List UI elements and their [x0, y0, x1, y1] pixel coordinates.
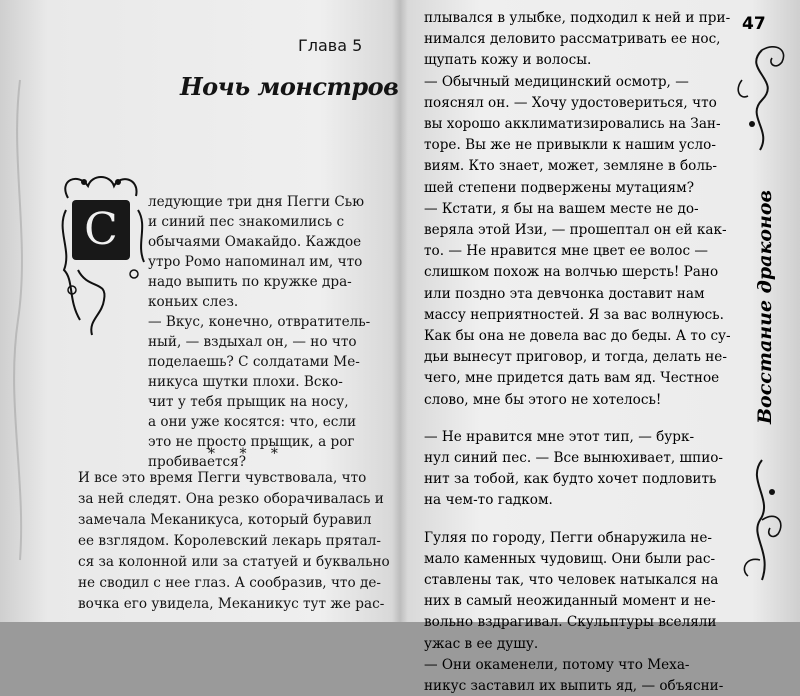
text-line: а они уже косятся: что, если — [148, 414, 357, 430]
left-page — [0, 0, 400, 622]
text-line: нимался деловито рассматривать ее нос, — [424, 31, 721, 48]
text-line: замечала Меканикуса, который буравил — [78, 512, 372, 528]
text-line: мало каменных чудовищ. Они были рас- — [424, 550, 716, 567]
text-line: ужас в ее душу. — [424, 635, 539, 652]
text-line: не сводил с нее глаз. А сообразив, что де- — [78, 575, 381, 591]
text-line: Как бы она не довела вас до беды. А то су- — [424, 328, 731, 344]
text-line: — Не нравится мне этот тип, — бурк- — [424, 428, 695, 445]
text-line: И все это время Пегги чувствовала, что — [78, 470, 367, 486]
text-line: за ней следят. Она резко оборачивалась и — [78, 491, 384, 507]
running-head: Восстание драконов — [754, 190, 776, 424]
text-line: поделаешь? С солдатами Ме- — [148, 354, 360, 370]
text-line: слишком похож на волчью шерсть! Рано — [424, 264, 719, 281]
text-line: шей степени подвержены мутациям? — [424, 179, 694, 196]
text-line: пояснял он. — Хочу удостовериться, что — [424, 94, 717, 111]
scene-break: * * * — [208, 446, 288, 462]
text-line: вольно вздрагивал. Скульптуры вселяли — [424, 614, 717, 631]
text-line: вочка его увидела, Меканикус тут же рас- — [78, 596, 385, 612]
text-line: ставлены так, что человек натыкался на — [424, 572, 719, 588]
text-line: или поздно эта девчонка доставит нам — [424, 285, 705, 302]
text-line: на чем-то гадком. — [424, 492, 553, 509]
text-line: коньих слез. — [148, 294, 239, 310]
text-line: нит за тобой, как будто хочет подловить — [424, 471, 717, 488]
text-line: — Обычный медицинский осмотр, — — [424, 73, 689, 90]
drop-cap-letter: С — [84, 204, 118, 255]
text-line: массу неприятностей. Я за вас волнуюсь. — [424, 306, 724, 323]
drop-cap — [58, 170, 148, 340]
text-line: чего, мне придется дать вам яд. Честное — [424, 370, 720, 387]
text-line: утро Ромо напоминал им, что — [148, 254, 363, 270]
text-line: чит у тебя прыщик на носу, — [148, 394, 349, 410]
text-line: ее взглядом. Королевский лекарь прятал- — [78, 533, 381, 549]
text-line: плывался в улыбке, подходил к ней и при- — [424, 10, 731, 26]
text-line: них в самый неожиданный момент и не- — [424, 593, 716, 610]
text-line: нул синий пес. — Все вынюхивает, шпио- — [424, 450, 724, 466]
text-line: обычаями Омакайдо. Каждое — [148, 234, 362, 250]
chapter-number: Глава 5 — [298, 36, 363, 55]
text-line: ледующие три дня Пегги Сью — [148, 194, 365, 210]
text-line: это не просто прыщик, а рог — [148, 434, 355, 450]
text-line: веряла этой Изи, — прошептал он ей как- — [424, 222, 727, 238]
text-line: вы хорошо акклиматизировались на Зан- — [424, 116, 721, 132]
text-line: виям. Кто знает, может, земляне в боль- — [424, 158, 717, 175]
page-number: 47 — [742, 14, 766, 34]
text-line: торе. Вы же не привыкли к нашим усло- — [424, 137, 716, 154]
text-line: — Вкус, конечно, отвратитель- — [148, 314, 371, 330]
text-line: никуса шутки плохи. Вско- — [148, 374, 343, 390]
text-line: никус заставил их выпить яд, — объясни- — [424, 678, 724, 694]
text-line: ся за колонной или за статуей и буквально — [78, 554, 390, 570]
text-line: щупать кожу и волосы. — [424, 52, 592, 69]
text-line: надо выпить по кружке дра- — [148, 274, 352, 290]
text-line: ный, — вздыхал он, — но что — [148, 334, 357, 350]
text-line: дьи вынесут приговор, и тогда, делать не- — [424, 349, 727, 366]
text-line: то. — Не нравится мне цвет ее волос — — [424, 243, 708, 260]
text-line: слово, мне бы этого не хотелось! — [424, 391, 662, 408]
text-line: — Кстати, я бы на вашем месте не до- — [424, 200, 699, 217]
show-through-vine-icon — [0, 0, 40, 622]
text-line: и синий пес знакомились с — [148, 214, 345, 230]
text-line: — Они окаменели, потому что Меха- — [424, 656, 690, 673]
text-line: Гуляя по городу, Пегги обнаружила не- — [424, 529, 712, 546]
show-through — [0, 0, 40, 622]
chapter-title: Ночь монстров — [180, 72, 399, 101]
text-line: пробивается? — [148, 454, 246, 470]
